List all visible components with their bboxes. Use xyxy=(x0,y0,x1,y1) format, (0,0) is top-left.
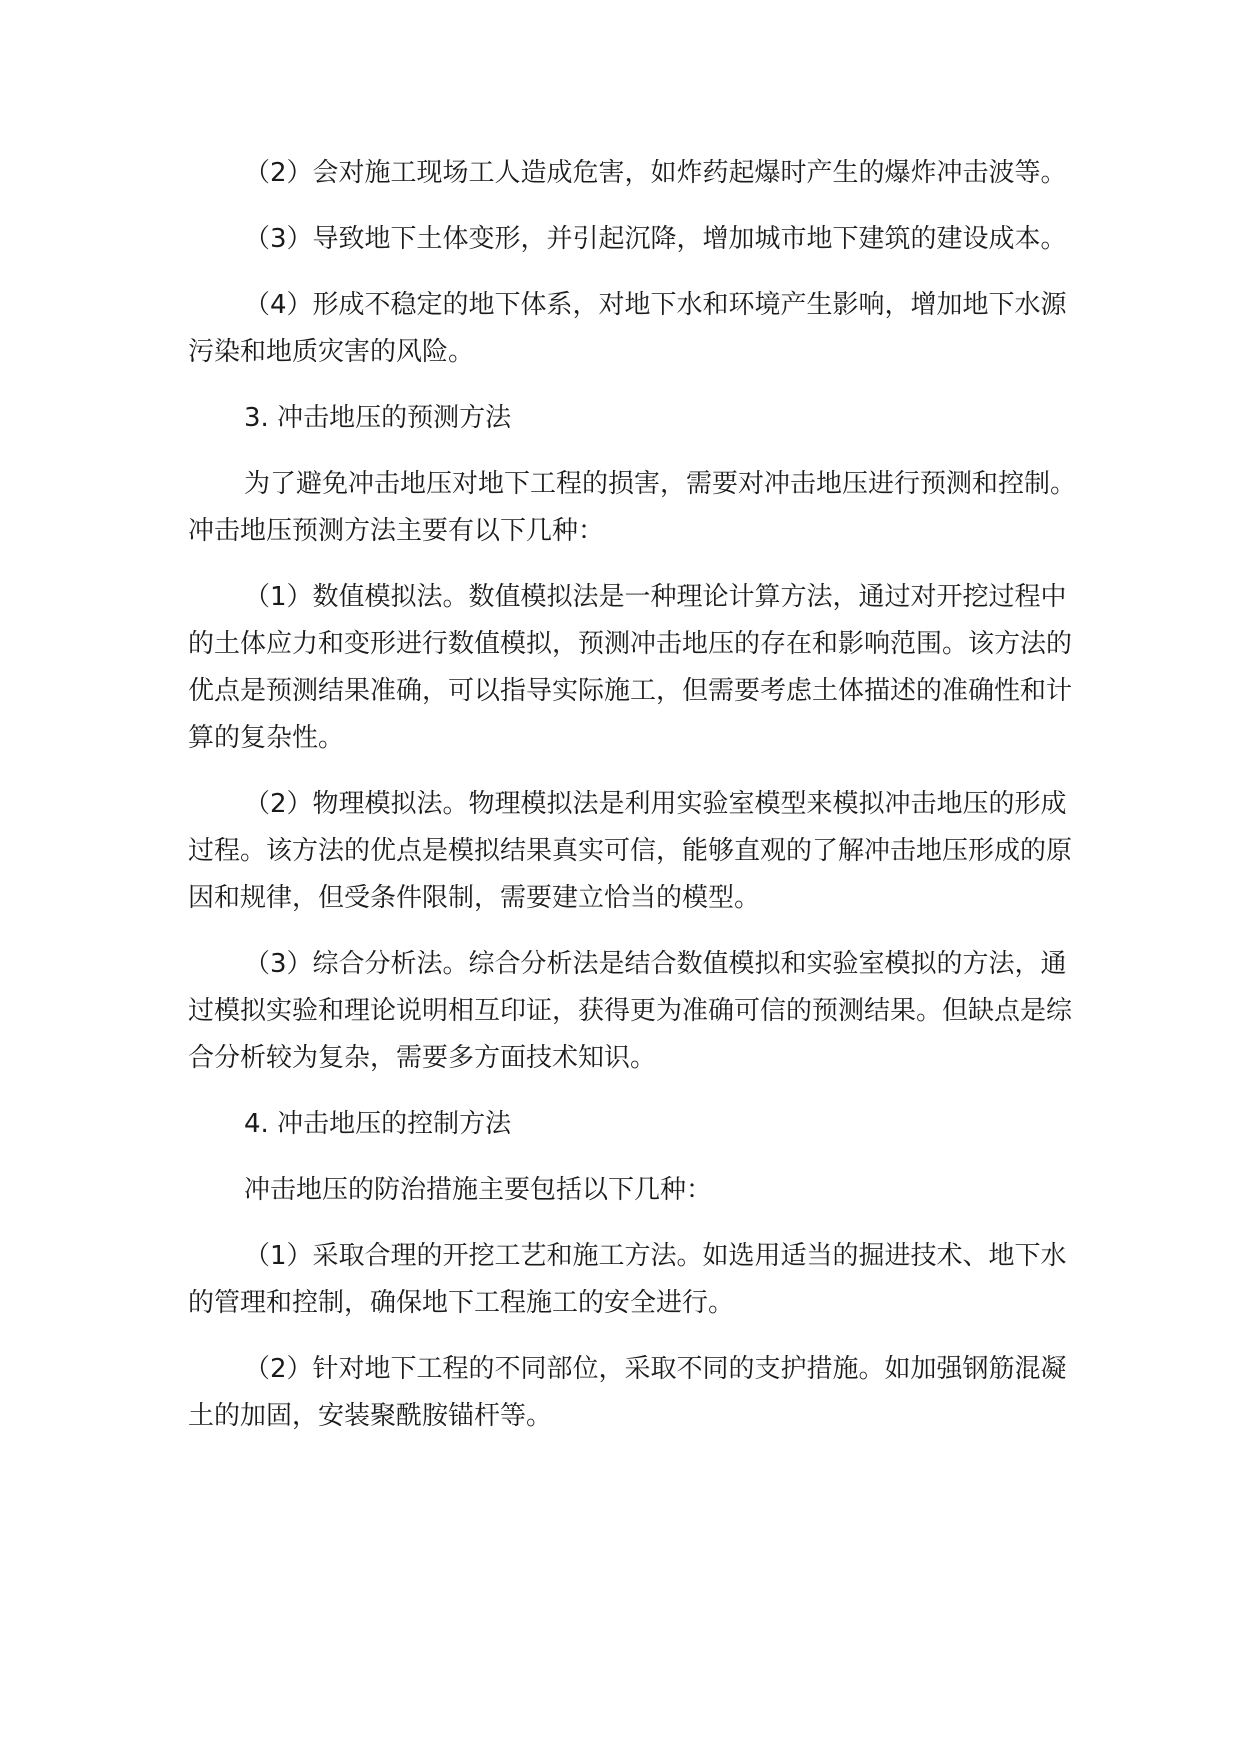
section-heading-control: 4. 冲击地压的控制方法 xyxy=(244,1109,512,1139)
paragraph-physical-simulation: （2）物理模拟法。物理模拟法是利用实验室模型来模拟冲击地压的形成过程。该方法的优点是模拟结果真实可信，能够直观的了解冲击地压形成的原因和规律，但受条件限制，需要建立恰当的模型。 xyxy=(188,789,1073,913)
paragraph-control-intro: 冲击地压的防治措施主要包括以下几种： xyxy=(244,1175,713,1205)
paragraph-soil-deformation: （3）导致地下土体变形，并引起沉降，增加城市地下建筑的建设成本。 xyxy=(244,224,1067,254)
paragraph-numerical-simulation: （1）数值模拟法。数值模拟法是一种理论计算方法，通过对开挖过程中的土体应力和变形进行数值模拟，预测冲击地压的存在和影响范围。该方法的优点是预测结果准确，可以指导实际施工，但需要考虑土体描述的准确性和计算的复杂性。 xyxy=(188,582,1073,753)
paragraph-hazard-workers: （2）会对施工现场工人造成危害，如炸药起爆时产生的爆炸冲击波等。 xyxy=(244,158,1067,188)
document-body xyxy=(188,150,1088,1459)
paragraph-excavation-method: （1）采取合理的开挖工艺和施工方法。如选用适当的掘进技术、地下水的管理和控制，确保地下工程施工的安全进行。 xyxy=(188,1241,1067,1318)
section-heading-prediction: 3. 冲击地压的预测方法 xyxy=(244,403,512,433)
paragraph-support-measures: （2）针对地下工程的不同部位，采取不同的支护措施。如加强钢筋混凝土的加固，安装聚酰胺锚杆等。 xyxy=(188,1354,1067,1431)
paragraph-unstable-system: （4）形成不稳定的地下体系，对地下水和环境产生影响，增加地下水源污染和地质灾害的风险。 xyxy=(188,290,1067,367)
paragraph-comprehensive-analysis: （3）综合分析法。综合分析法是结合数值模拟和实验室模拟的方法，通过模拟实验和理论说明相互印证，获得更为准确可信的预测结果。但缺点是综合分析较为复杂，需要多方面技术知识。 xyxy=(188,949,1073,1073)
paragraph-prediction-intro: 为了避免冲击地压对地下工程的损害，需要对冲击地压进行预测和控制。冲击地压预测方法主要有以下几种： xyxy=(188,469,1077,546)
